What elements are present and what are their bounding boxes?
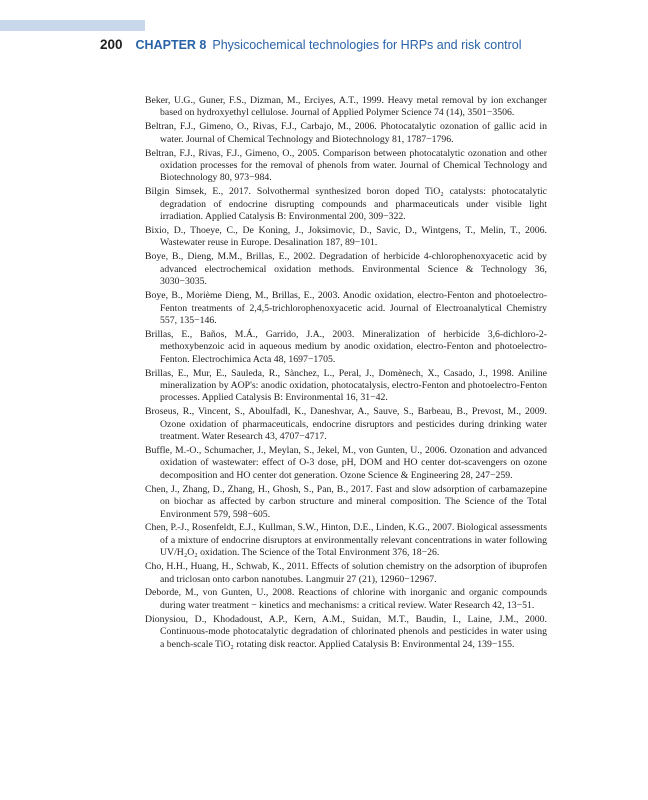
reference-entry: Chen, P.-J., Rosenfeldt, E.J., Kullman, S.W., Hinton, D.E., Linden, K.G., 2007. Biological assessments of a mixture of endocrine disruptors at environmentally relevant concentrations in water following UV/H₂O₂ oxidation. The Science of the Total Environment 376, 18−26.: [145, 522, 547, 559]
reference-entry: Brillas, E., Baños, M.Á., Garrido, J.A., 2003. Mineralization of herbicide 3,6-dichloro-2-methoxybenzoic acid in aqueous medium by anodic oxidation, electro-Fenton and photoelectro-Fenton. Electrochimica Acta 48, 1697−1705.: [145, 328, 547, 365]
reference-entry: Chen, J., Zhang, D., Zhang, H., Ghosh, S., Pan, B., 2017. Fast and slow adsorption of carbamazepine on biochar as affected by carbon structure and mineral composition. The Science of the Total Environment 579, 598−605.: [145, 483, 547, 520]
reference-entry: Buffle, M.-O., Schumacher, J., Meylan, S., Jekel, M., von Gunten, U., 2006. Ozonation and advanced oxidation of wastewater: effect of O-3 dose, pH, DOM and HO center dot-scavengers on ozone decomposition and HO center dot generation. Ozone Science & Engineering 28, 247−259.: [145, 444, 547, 481]
reference-entry: Boye, B., Morième Dieng, M., Brillas, E., 2003. Anodic oxidation, electro-Fenton and photoelectro-Fenton treatments of 2,4,5-trichlorophenoxyacetic acid. Journal of Electroanalytical Chemistry 557, 135−146.: [145, 290, 547, 326]
reference-entry: Beker, U.G., Guner, F.S., Dizman, M., Erciyes, A.T., 1999. Heavy metal removal by ion exchanger based on hydroxyethyl cellulose. Journal of Applied Polymer Science 74 (14), 3501−3506.: [145, 95, 547, 119]
page-number: 200: [100, 37, 123, 52]
reference-entry: Dionysiou, D., Khodadoust, A.P., Kern, A.M., Suidan, M.T., Baudin, I., Laine, J.M., 2000. Continuous-mode photocatalytic degradation of chlorinated phenols and pesticides in water using a bench-scale TiO₂ rotating disk reactor. Applied Catalysis B: Environmental 24, 139−155.: [145, 613, 547, 650]
reference-entry: Brillas, E., Mur, E., Sauleda, R., Sànchez, L., Peral, J., Domènech, X., Casado, J., 1998. Aniline mineralization by AOP's: anodic oxidation, photocatalysis, electro-Fenton and photoelectro-Fenton processes. Applied Catalysis B: Environmental 16, 31−42.: [145, 367, 547, 404]
chapter-label: CHAPTER 8: [135, 38, 207, 52]
reference-entry: Bilgin Simsek, E., 2017. Solvothermal synthesized boron doped TiO₂ catalysts: photocatalytic degradation of endocrine disrupting compounds and pharmaceuticals under visible light irradiation. Applied Catalysis B: Environmental 200, 309−322.: [145, 186, 547, 223]
running-head: [100, 36, 620, 54]
reference-entry: Beltran, F.J., Rivas, F.J., Gimeno, O., 2005. Comparison between photocatalytic ozonation and other oxidation processes for the removal of phenols from water. Journal of Chemical Technology and Biotechnology 80, 973−984.: [145, 147, 547, 184]
reference-entry: Boye, B., Dieng, M.M., Brillas, E., 2002. Degradation of herbicide 4-chlorophenoxyacetic acid by advanced electrochemical oxidation methods. Environmental Science & Technology 36, 3030−3035.: [145, 251, 547, 288]
reference-entry: Bixio, D., Thoeye, C., De Koning, J., Joksimovic, D., Savic, D., Wintgens, T., Melin, T., 2006. Wastewater reuse in Europe. Desalination 187, 89−101.: [145, 225, 547, 249]
header-color-band: [0, 20, 145, 31]
chapter-title: Physicochemical technologies for HRPs and risk control: [212, 38, 522, 52]
reference-entry: Deborde, M., von Gunten, U., 2008. Reactions of chlorine with inorganic and organic compounds during water treatment − kinetics and mechanisms: a critical review. Water Research 42, 13−51.: [145, 587, 547, 611]
reference-entry: Broseus, R., Vincent, S., Aboulfadl, K., Daneshvar, A., Sauve, S., Barbeau, B., Prevost, M., 2009. Ozone oxidation of pharmaceuticals, endocrine disruptors and pesticides during drinking water treatment. Water Research 43, 4707−4717.: [145, 406, 547, 443]
reference-list: [145, 95, 547, 652]
reference-entry: Cho, H.H., Huang, H., Schwab, K., 2011. Effects of solution chemistry on the adsorption of ibuprofen and triclosan onto carbon nanotubes. Langmuir 27 (21), 12960−12967.: [145, 561, 547, 585]
reference-entry: Beltran, F.J., Gimeno, O., Rivas, F.J., Carbajo, M., 2006. Photocatalytic ozonation of gallic acid in water. Journal of Chemical Technology and Biotechnology 81, 1787−1796.: [145, 121, 547, 145]
